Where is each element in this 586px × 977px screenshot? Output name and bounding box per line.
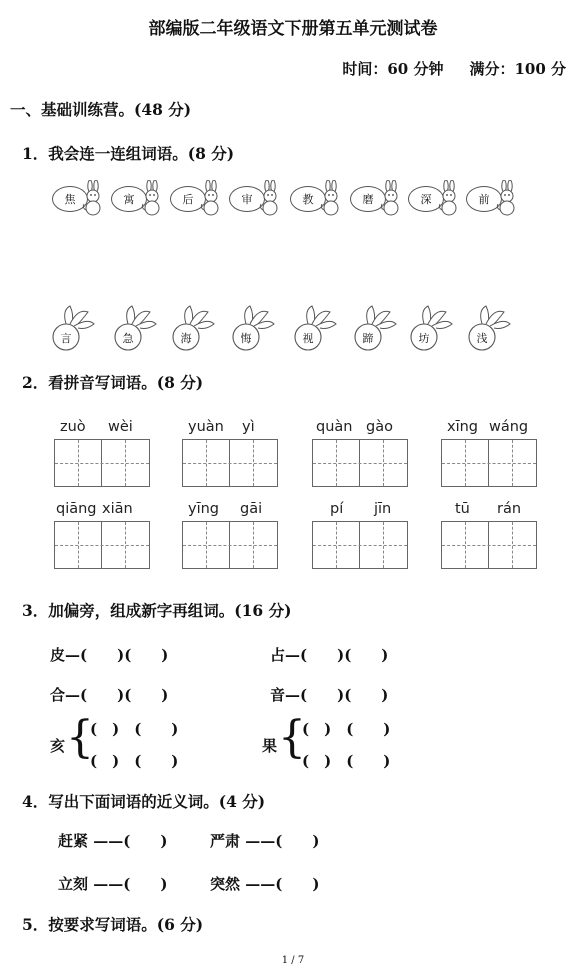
writing-grid[interactable]: [312, 439, 408, 487]
rabbit-icon: [257, 180, 281, 216]
synonym-line: 严肃 ——( ): [210, 832, 320, 850]
writing-grid[interactable]: [54, 521, 150, 569]
brace-row: ( ) ( ): [302, 752, 391, 770]
writing-grid[interactable]: [312, 521, 408, 569]
brace-char: 亥: [50, 737, 66, 755]
page-number: 1 / 7: [281, 955, 305, 966]
radish-char: 悔: [240, 332, 252, 345]
synonym-line: 立刻 ——( ): [58, 875, 168, 893]
pinyin-label: yuàn: [188, 419, 224, 435]
radish-card: [350, 304, 400, 352]
rabbit-card: [50, 180, 106, 220]
char-oval: 审: [229, 186, 265, 212]
question-1-heading: 1．我会连一连组词语。(8 分): [22, 144, 235, 163]
time-limit: 时间：60 分钟: [342, 60, 444, 78]
question-3-heading: 3．加偏旁，组成新字再组词。(16 分): [22, 601, 292, 620]
radish-char: 坊: [418, 332, 430, 345]
writing-grid[interactable]: [54, 439, 150, 487]
radical-line: 音—( )( ): [270, 686, 389, 704]
rabbit-icon: [436, 180, 460, 216]
radish-card: [464, 304, 514, 352]
full-score: 满分：100 分: [469, 60, 566, 78]
rabbit-icon: [378, 180, 402, 216]
char-oval: 寓: [111, 186, 147, 212]
radical-line: 皮—( )( ): [50, 646, 169, 664]
pinyin-label: rán: [497, 501, 522, 517]
rabbit-icon: [318, 180, 342, 216]
pinyin-label: tū: [455, 501, 470, 517]
writing-grid[interactable]: [182, 439, 278, 487]
rabbit-card: [168, 180, 224, 220]
pinyin-label: quàn: [316, 419, 353, 435]
rabbit-icon: [494, 180, 518, 216]
pinyin-label: yì: [242, 419, 255, 435]
pinyin-label: xīng: [447, 419, 479, 435]
synonym-line: 赶紧 ——( ): [58, 832, 168, 850]
rabbit-icon: [139, 180, 163, 216]
rabbit-card: [227, 180, 283, 220]
rabbit-icon: [80, 180, 104, 216]
pinyin-label: wèi: [108, 419, 133, 435]
pinyin-label: jīn: [374, 501, 392, 517]
brace-icon: {: [278, 712, 306, 763]
rabbit-card: [288, 180, 344, 220]
radish-card: [290, 304, 340, 352]
rabbit-card: [109, 180, 165, 220]
rabbit-card: [464, 180, 520, 220]
brace-row: ( ) ( ): [90, 720, 179, 738]
exam-meta: [342, 58, 566, 79]
radish-card: [406, 304, 456, 352]
question-4-heading: 4．写出下面词语的近义词。(4 分): [22, 792, 266, 811]
rabbit-card: [348, 180, 404, 220]
rabbit-card: [406, 180, 462, 220]
pinyin-label: gāi: [240, 501, 263, 517]
pinyin-label: zuò: [60, 419, 86, 435]
question-5-heading: 5．按要求写词语。(6 分): [22, 915, 204, 934]
radish-card: [228, 304, 278, 352]
radish-char: 海: [180, 332, 192, 345]
writing-grid[interactable]: [182, 521, 278, 569]
section-heading: 一、基础训练营。(48 分): [10, 100, 192, 119]
radish-char: 视: [302, 332, 314, 345]
pinyin-label: wáng: [489, 419, 529, 435]
radish-card: [168, 304, 218, 352]
pinyin-label: gào: [366, 419, 393, 435]
pinyin-label: pí: [330, 501, 344, 517]
radish-card: [48, 304, 98, 352]
char-oval: 磨: [350, 186, 386, 212]
pinyin-label: xiān: [102, 501, 133, 517]
synonym-line: 突然 ——( ): [210, 875, 320, 893]
page-title: 部编版二年级语文下册第五单元测试卷: [148, 19, 438, 39]
rabbit-icon: [198, 180, 222, 216]
writing-grid[interactable]: [441, 521, 537, 569]
pinyin-label: qiāng: [56, 501, 97, 517]
char-oval: 深: [408, 186, 444, 212]
brace-char: 果: [262, 737, 278, 755]
radical-line: 占—( )( ): [270, 646, 389, 664]
radish-card: [110, 304, 160, 352]
radish-char: 言: [60, 332, 72, 345]
radical-line: 合—( )( ): [50, 686, 169, 704]
radish-char: 急: [122, 332, 134, 345]
char-oval: 前: [466, 186, 502, 212]
char-oval: 教: [290, 186, 326, 212]
radish-char: 浅: [476, 332, 488, 345]
brace-row: ( ) ( ): [302, 720, 391, 738]
pinyin-label: yīng: [188, 501, 220, 517]
radish-char: 蹄: [362, 332, 374, 345]
brace-row: ( ) ( ): [90, 752, 179, 770]
char-oval: 焦: [52, 186, 88, 212]
question-2-heading: 2．看拼音写词语。(8 分): [22, 373, 204, 392]
writing-grid[interactable]: [441, 439, 537, 487]
brace-icon: {: [66, 712, 94, 763]
char-oval: 后: [170, 186, 206, 212]
